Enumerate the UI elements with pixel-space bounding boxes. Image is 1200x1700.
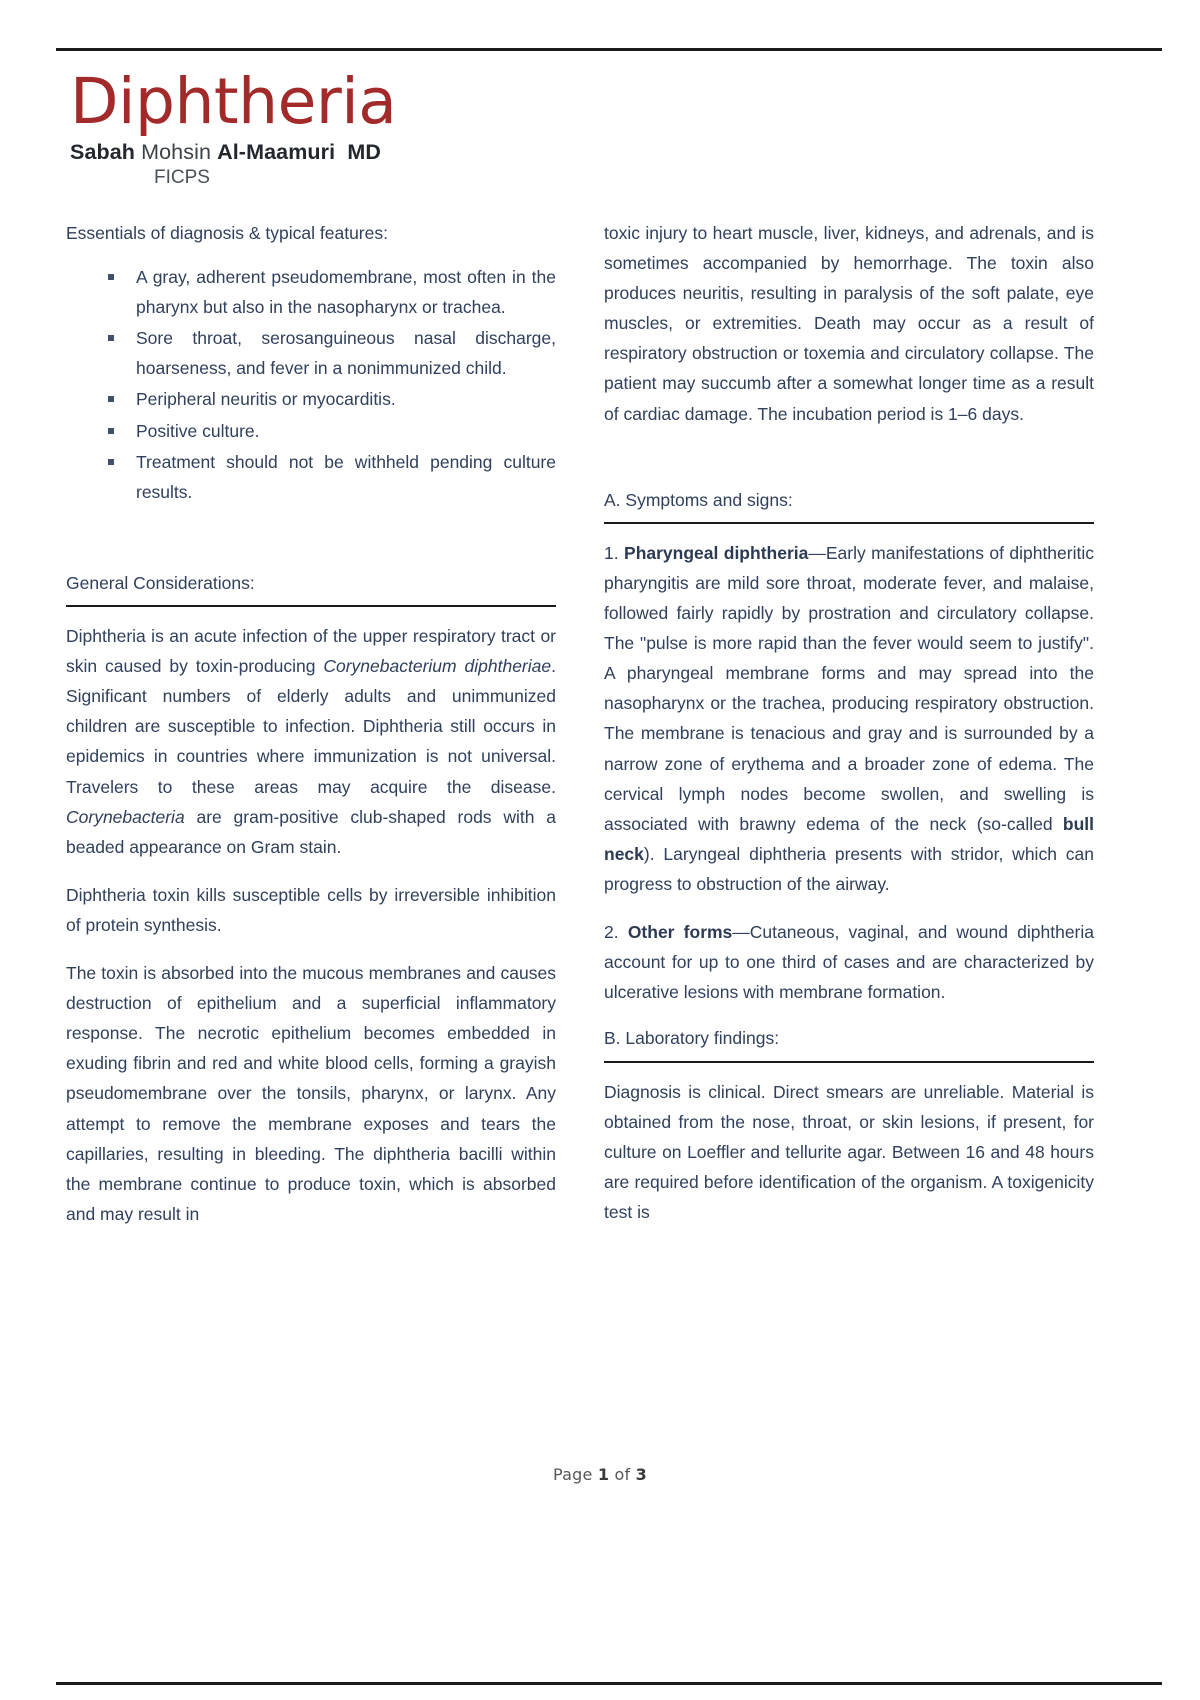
item-number: 1. (604, 542, 619, 563)
text-run: Diphtheria is an acute infection of the upper respiratory tract or skin caused by toxin-producing (66, 626, 556, 677)
page-title: Diphtheria (70, 65, 397, 138)
section-gap (66, 508, 556, 570)
text-run: —Early manifestations of diphtheritic pharyngitis are mild sore throat, moderate fever, and malaise, followed fairly rapidly by prostration and circulatory collapse. The "pulse is more rapid than the fever would seem to justify". A pharyngeal membrane forms and may spread into the nasopharynx or the trachea, producing respiratory obstruction. The membrane is tenacious and gray and is surrounded by a narrow zone of erythema and a broader zone of edema. The cervical lymph nodes become swollen, and swelling is associated with brawny edema of the neck (so-called (604, 542, 1094, 834)
footer-prefix: Page (553, 1465, 598, 1484)
paragraph-pharyngeal-diphtheria (604, 538, 1094, 899)
paragraph-laboratory-findings: Diagnosis is clinical. Direct smears are unreliable. Material is obtained from the nose, throat, or skin lesions, if present, for culture on Loeffler and tellurite agar. Between 16 and 48 hours are required before identification of the organism. A toxigenicity test is (604, 1081, 1094, 1222)
body-columns (66, 218, 1095, 1229)
section-b-heading: B. Laboratory findings: (604, 1028, 780, 1049)
general-considerations-rule (66, 605, 556, 607)
term-bull-neck: bull neck (604, 813, 1094, 864)
footer-middle: of (609, 1465, 636, 1484)
page-bottom-rule (56, 1682, 1162, 1685)
page-top-rule (56, 48, 1162, 51)
footer-total-pages: 3 (635, 1465, 647, 1484)
item-number: 2. (604, 922, 619, 943)
section-b-rule (604, 1061, 1094, 1063)
text-run: are gram-positive club-shaped rods with a beaded appearance on Gram stain. (66, 806, 556, 857)
text-run: . Significant numbers of elderly adults and unimmunized children are susceptible to infection. Diphtheria still occurs in epidemics in countries where immunization is not universal. Travelers to these areas may acquire the disease. (66, 656, 556, 797)
paragraph-general-3: The toxin is absorbed into the mucous membranes and causes destruction of epithelium and a superficial inflammatory response. The necrotic epithelium becomes embedded in exuding fibrin and red and white blood cells, forming a grayish pseudomembrane over the tonsils, pharynx, or larynx. Any attempt to remove the membrane exposes and tears the capillaries, resulting in bleeding. The diphtheria bacilli within the membrane continue to produce toxin, which is absorbed and may result in (66, 963, 556, 1224)
footer-current-page: 1 (597, 1465, 610, 1484)
list-item: Peripheral neuritis or myocarditis. (106, 384, 556, 414)
author-last-name: Al-Maamuri (217, 140, 336, 164)
essentials-list (66, 262, 556, 507)
author-credential: MD (347, 140, 381, 164)
paragraph-other-forms (604, 917, 1094, 1007)
term-other-forms: Other forms (627, 922, 733, 943)
paragraph-general-1 (66, 621, 556, 862)
list-item: Positive culture. (106, 416, 556, 446)
left-column (66, 218, 556, 1229)
paragraph-general-2: Diphtheria toxin kills susceptible cells by irreversible inhibition of protein synthesis. (66, 884, 556, 935)
author-degree: FICPS (154, 167, 210, 189)
author-middle-name: Mohsin (141, 140, 212, 164)
page-footer (0, 1465, 1200, 1484)
paragraph-continuation: toxic injury to heart muscle, liver, kidneys, and adrenals, and is sometimes accompanied by hemorrhage. The toxin also produces neuritis, resulting in paralysis of the soft palate, eye muscles, or extremities. Death may occur as a result of respiratory obstruction or toxemia and circulatory collapse. The patient may succumb after a somewhat longer time as a result of cardiac damage. The incubation period is 1–6 days. (604, 223, 1094, 424)
essentials-heading: Essentials of diagnosis & typical features: (66, 223, 388, 243)
section-gap (604, 447, 1094, 487)
list-item: Sore throat, serosanguineous nasal discharge, hoarseness, and fever in a nonimmunized child. (106, 323, 556, 383)
section-a-rule (604, 522, 1094, 524)
list-item: Treatment should not be withheld pending culture results. (106, 447, 556, 507)
right-column (604, 218, 1094, 1229)
scientific-name: Corynebacteria (66, 806, 185, 827)
scientific-name: Corynebacterium diphtheriae (323, 656, 552, 677)
general-considerations-heading: General Considerations: (66, 572, 255, 593)
section-a-heading: A. Symptoms and signs: (604, 489, 793, 510)
list-item: A gray, adherent pseudomembrane, most often in the pharynx but also in the nasopharynx or trachea. (106, 262, 556, 322)
text-run: —Cutaneous, vaginal, and wound diphtheria account for up to one third of cases and are characterized by ulcerative lesions with membrane formation. (604, 922, 1095, 1003)
text-run: ). Laryngeal diphtheria presents with stridor, which can progress to obstruction of the airway. (604, 843, 1094, 894)
author-first-name: Sabah (70, 140, 136, 164)
masthead (70, 65, 1130, 189)
term-pharyngeal-diphtheria: Pharyngeal diphtheria (624, 542, 809, 563)
author-line (70, 140, 1130, 165)
